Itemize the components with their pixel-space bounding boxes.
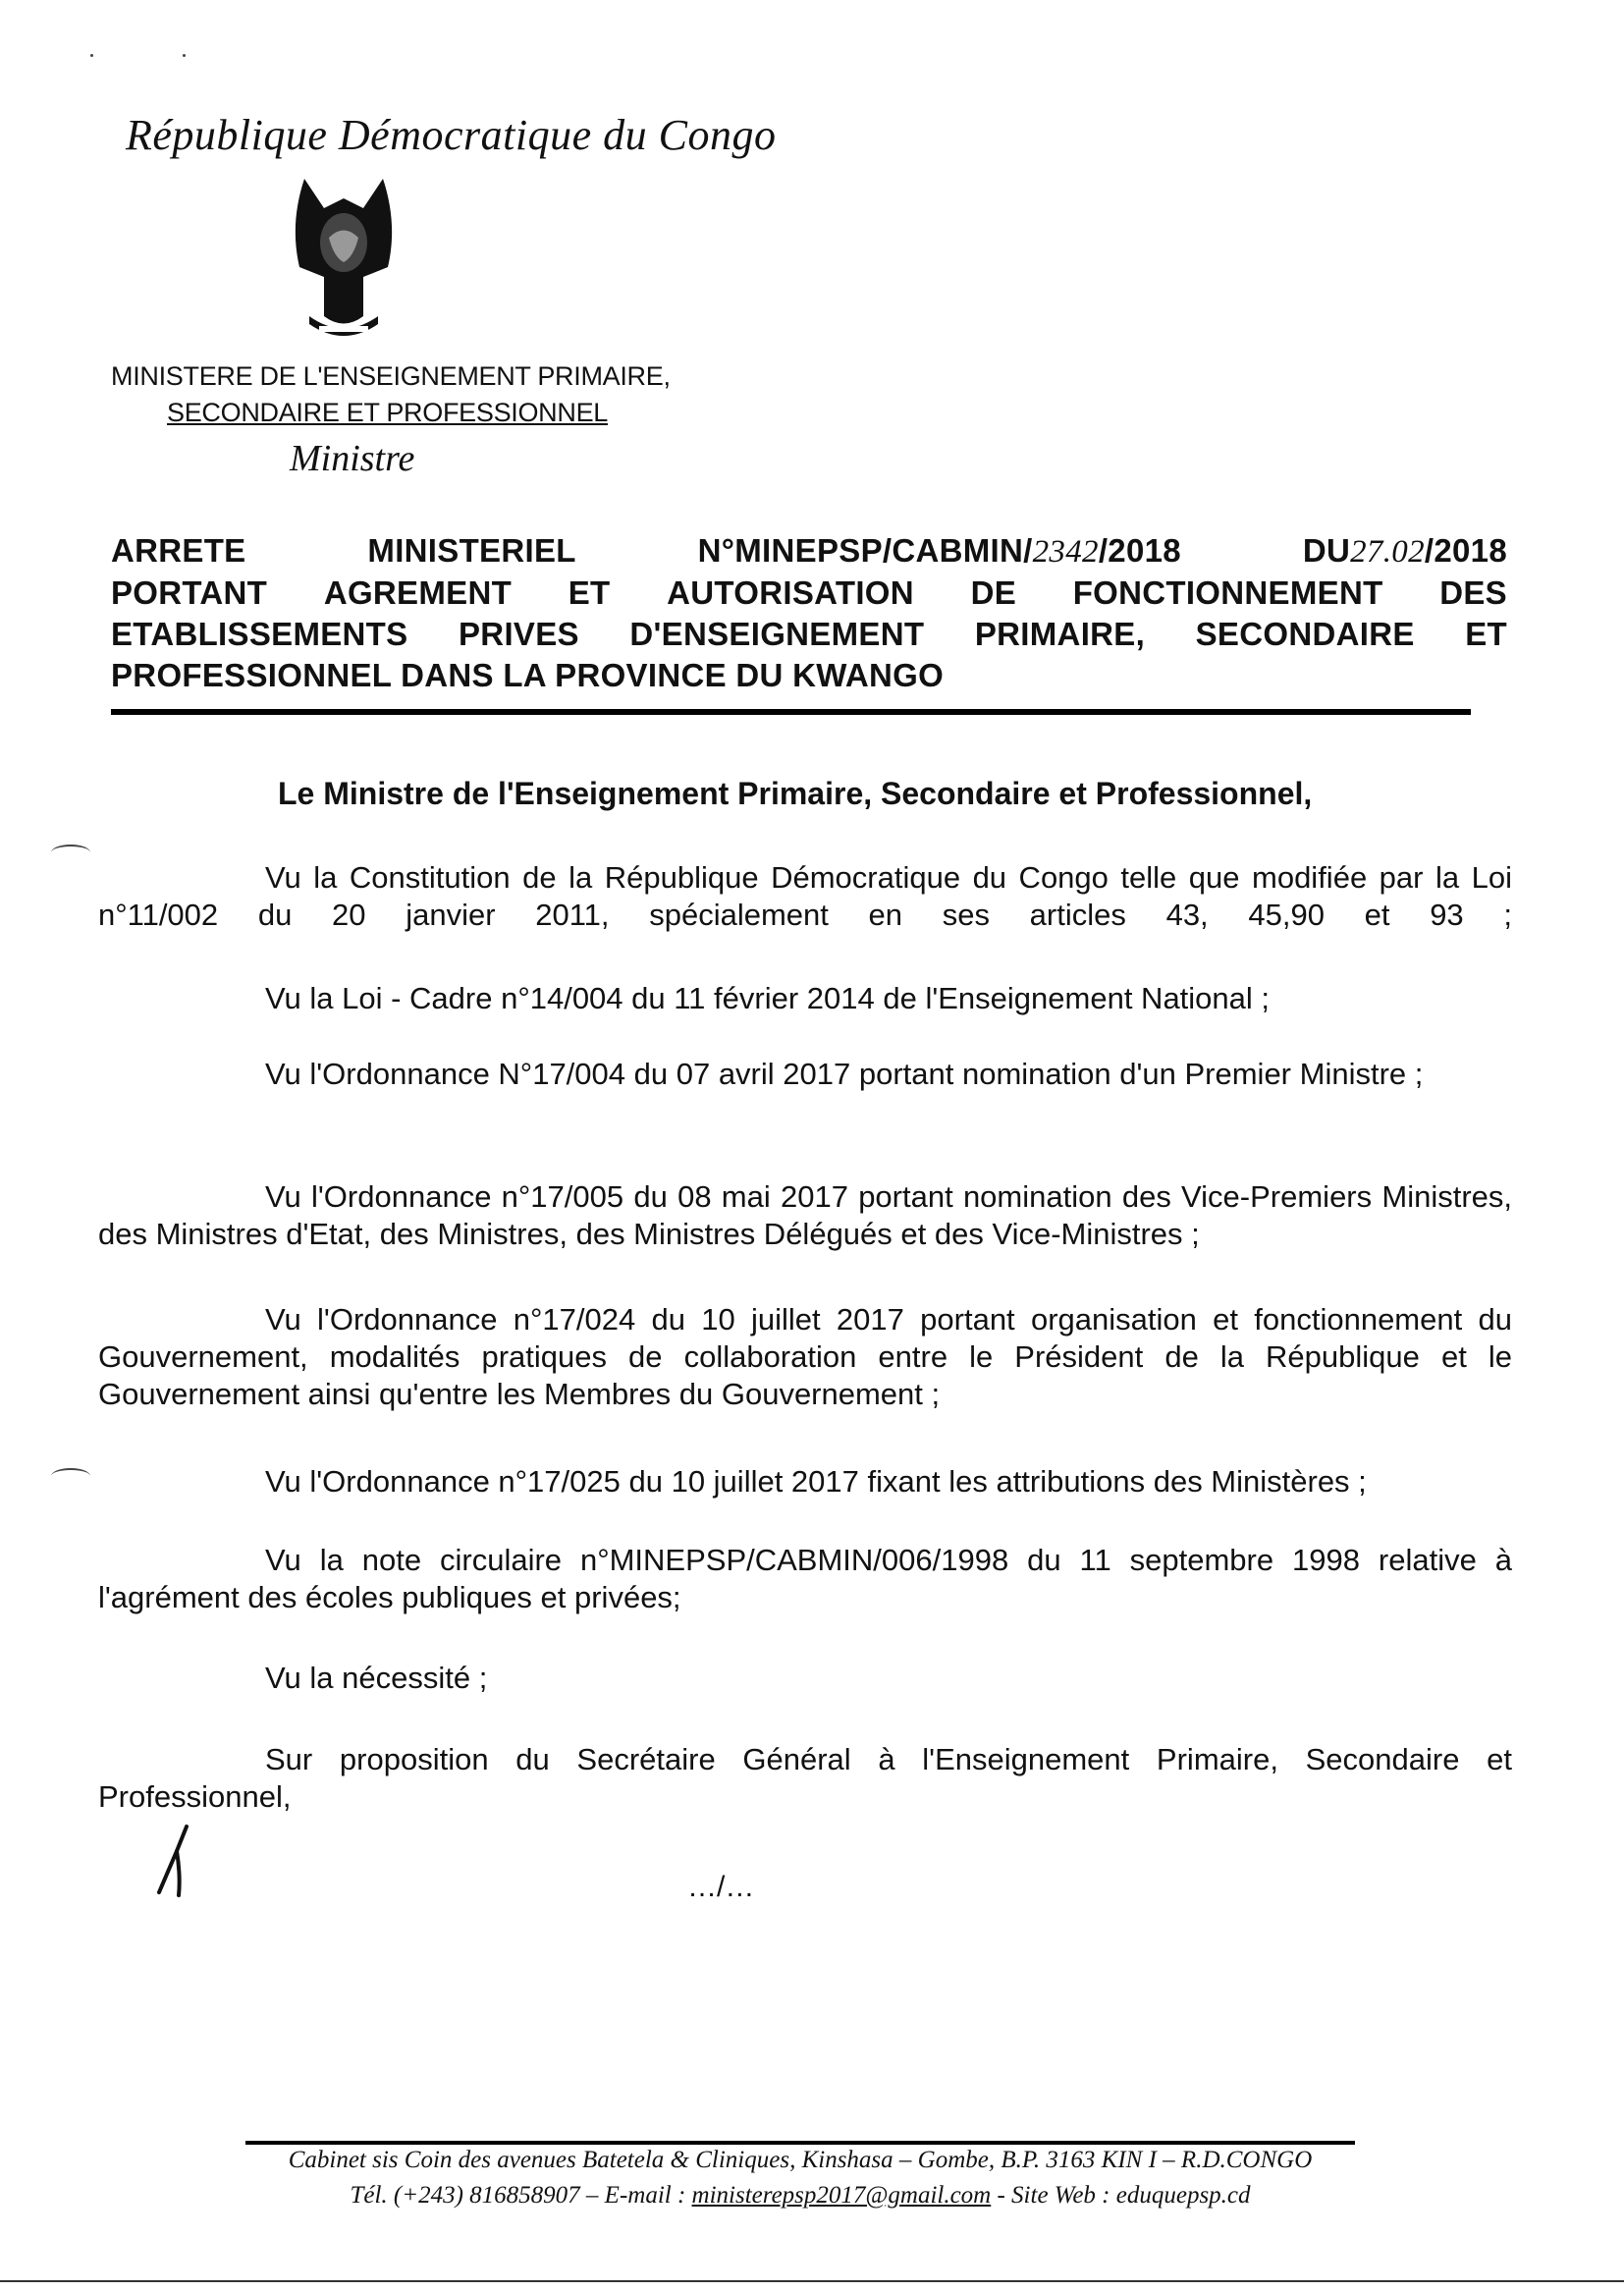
coat-of-arms-emblem — [285, 169, 403, 346]
page-continuation: …/… — [687, 1871, 755, 1903]
footer-phone: Tél. (+243) 816858907 – E-mail : — [350, 2182, 692, 2209]
handwritten-initial — [147, 1822, 206, 1900]
footer-rule — [245, 2141, 1355, 2145]
title-word: ETABLISSEMENTS — [111, 616, 408, 652]
paragraph-text: Vu l'Ordonnance n°17/025 du 10 juillet 2017 fixant les attributions des Ministères ; — [265, 1464, 1367, 1499]
country-name: République Démocratique du Congo — [126, 111, 777, 159]
footer-website: - Site Web : eduquepsp.cd — [991, 2182, 1251, 2209]
date-separator: . — [1382, 534, 1392, 570]
paragraph-necessite — [98, 1660, 1512, 1697]
title-word: MINISTERIEL — [367, 532, 576, 569]
date-prefix: DU — [1302, 532, 1351, 569]
ministry-name-line2: SECONDAIRE ET PROFESSIONNEL — [167, 398, 609, 427]
title-word: PRIVES — [459, 616, 579, 652]
paragraph-ordonnance-premier-ministre — [98, 1056, 1512, 1093]
title-line-2 — [111, 573, 1507, 614]
decree-title — [111, 530, 1507, 696]
title-word: ARRETE — [111, 532, 246, 569]
footer-address: Cabinet sis Coin des avenues Batetela & Cliniques, Kinshasa – Gombe, B.P. 3163 KIN I – R.D.CONGO — [288, 2147, 1313, 2173]
title-word: AGREMENT — [323, 574, 513, 611]
paragraph-ordonnance-gouvernement — [98, 1301, 1512, 1413]
title-line-3 — [111, 614, 1507, 655]
title-line-1 — [111, 530, 1507, 573]
ref-number-handwritten: 2342 — [1032, 534, 1099, 570]
paragraph-text: Vu l'Ordonnance n°17/024 du 10 juillet 2017 portant organisation et fonctionnement du Gouvernement, modalités pratiques de collaboration entre le Président de la République et le Gouvernement ainsi qu'entre les Membres du Gouvernement ; — [98, 1302, 1512, 1411]
margin-tick-mark — [51, 1468, 90, 1484]
paragraph-ordonnance-attributions — [98, 1463, 1512, 1501]
title-word: D'ENSEIGNEMENT — [629, 616, 925, 652]
title-word: ET — [568, 574, 611, 611]
paragraph-text: Vu la Constitution de la République Démocratique du Congo telle que modifiée par la Loi n°11/002 du 20 janvier 2011, spécialement en ses articles 43, 45,90 et 93 ; — [98, 860, 1512, 932]
title-word: SECONDAIRE — [1195, 616, 1415, 652]
footer-email-link[interactable]: ministerepsp2017@gmail.com — [691, 2182, 992, 2209]
scan-speck — [90, 54, 93, 57]
title-line-4: PROFESSIONNEL DANS LA PROVINCE DU KWANGO — [111, 657, 945, 693]
title-word: ET — [1465, 616, 1507, 652]
date-month-handwritten: 02 — [1391, 534, 1425, 570]
office-title: Ministre — [290, 438, 415, 479]
paragraph-text: Vu la Loi - Cadre n°14/004 du 11 février 2014 de l'Enseignement National ; — [265, 981, 1271, 1015]
paragraph-constitution — [98, 859, 1512, 934]
title-word: PORTANT — [111, 574, 268, 611]
decree-date — [1303, 530, 1507, 573]
paragraph-text: Sur proposition du Secrétaire Général à l'Enseignement Primaire, Secondaire et Professionnel, — [98, 1742, 1512, 1814]
paragraph-text: Vu la nécessité ; — [265, 1661, 488, 1695]
footer-contact — [250, 2182, 1350, 2210]
paragraph-note-circulaire — [98, 1542, 1512, 1616]
decree-reference — [698, 530, 1181, 573]
minister-heading: Le Ministre de l'Enseignement Primaire, Secondaire et Professionnel, — [278, 776, 1313, 811]
ref-year: /2018 — [1098, 532, 1181, 569]
scan-speck — [183, 54, 186, 57]
paragraph-loi-cadre — [98, 980, 1512, 1017]
margin-tick-mark — [51, 845, 90, 860]
scan-bottom-edge — [0, 2280, 1624, 2282]
paragraph-text: Vu l'Ordonnance N°17/004 du 07 avril 2017 portant nomination d'un Premier Ministre ; — [265, 1057, 1424, 1091]
title-word: DES — [1439, 574, 1507, 611]
paragraph-ordonnance-vice-premiers — [98, 1178, 1512, 1253]
date-year: /2018 — [1424, 532, 1507, 569]
title-word: FONCTIONNEMENT — [1072, 574, 1383, 611]
date-day-handwritten: 27 — [1350, 534, 1383, 570]
paragraph-text: Vu la note circulaire n°MINEPSP/CABMIN/006/1998 du 11 septembre 1998 relative à l'agrément des écoles publiques et privées; — [98, 1543, 1512, 1614]
paragraph-proposition — [98, 1741, 1512, 1816]
ministry-name-line1: MINISTERE DE L'ENSEIGNEMENT PRIMAIRE, — [111, 361, 671, 391]
title-word: DE — [970, 574, 1017, 611]
title-underline — [111, 709, 1471, 715]
title-word: AUTORISATION — [667, 574, 914, 611]
title-word: PRIMAIRE, — [974, 616, 1146, 652]
ref-prefix: N°MINEPSP/CABMIN/ — [697, 532, 1033, 569]
paragraph-text: Vu l'Ordonnance n°17/005 du 08 mai 2017 portant nomination des Vice-Premiers Ministres, des Ministres d'Etat, des Ministres, des Ministres Délégués et des Vice-Ministres ; — [98, 1179, 1512, 1251]
